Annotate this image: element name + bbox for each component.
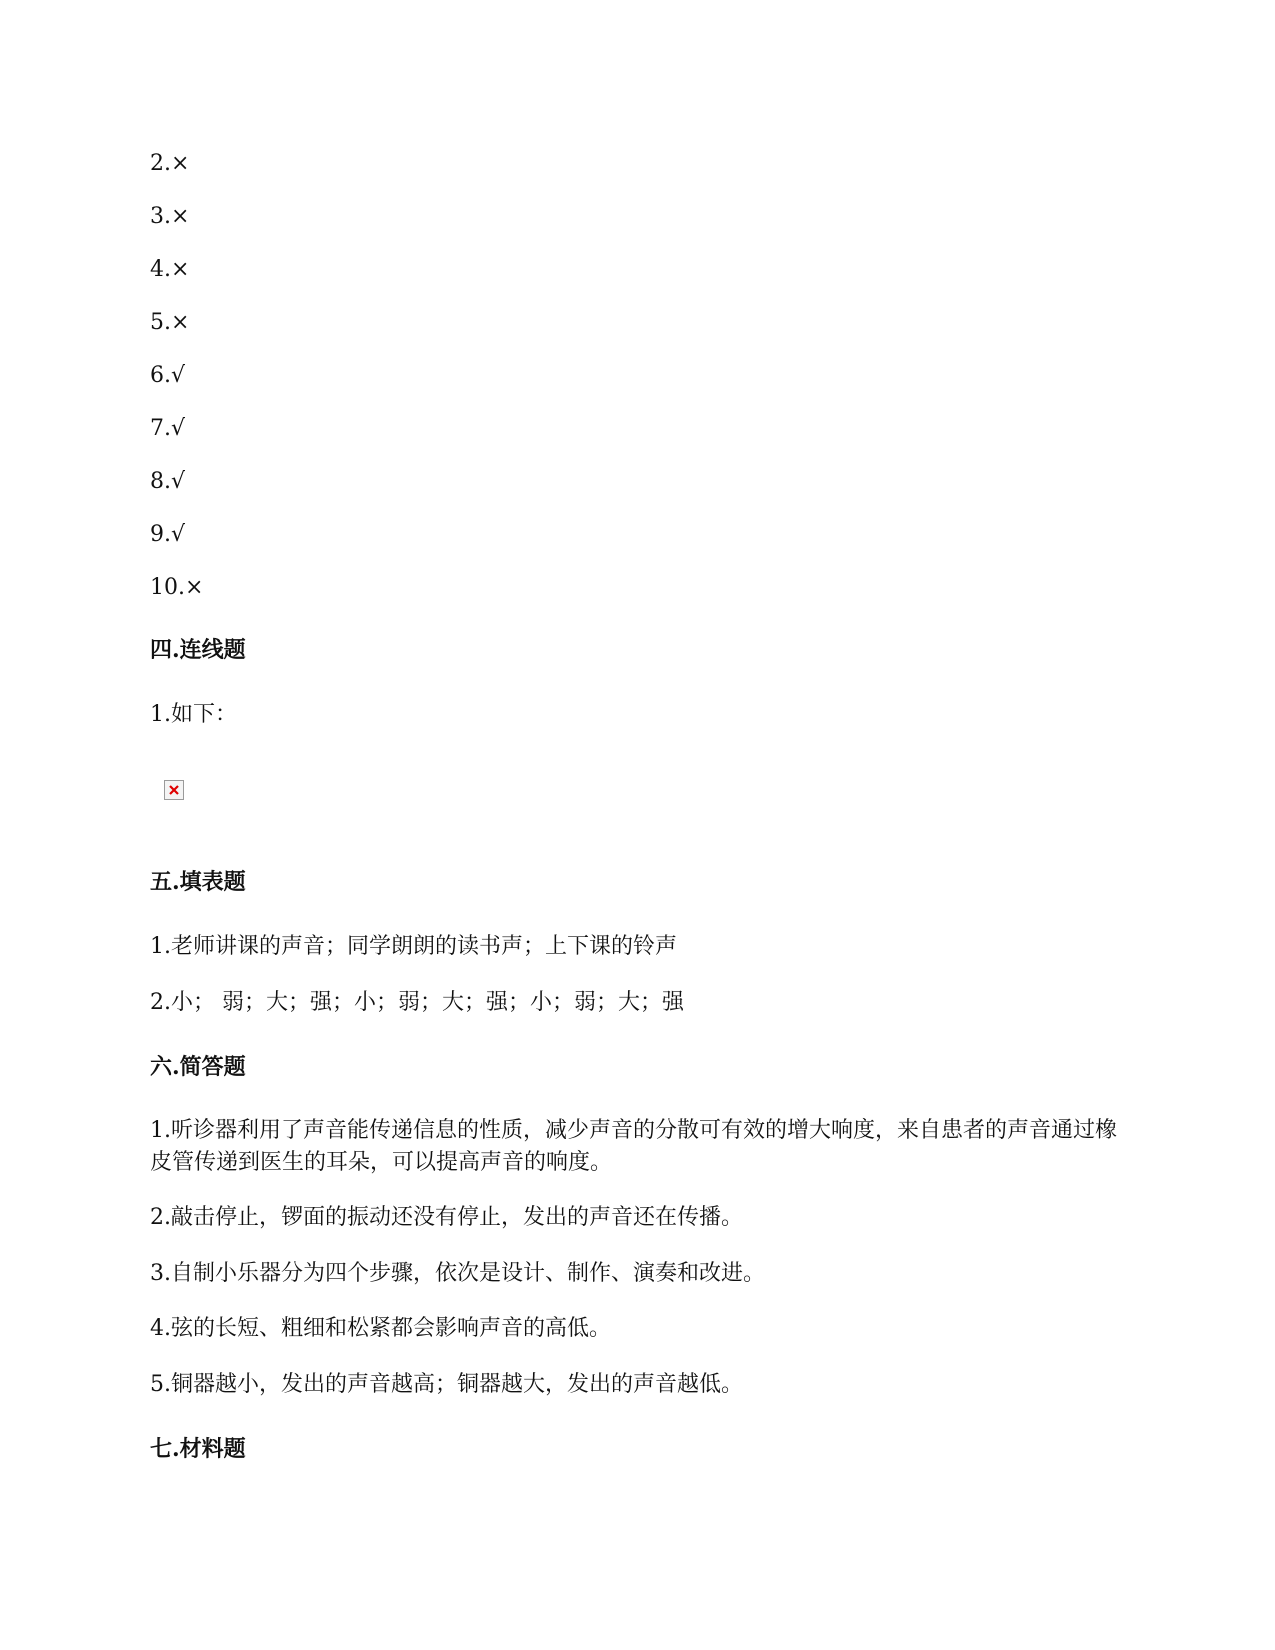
answer-item: 8.√ (150, 469, 186, 494)
answer-item: 6.√ (150, 363, 186, 388)
answer-item: 9.√ (150, 522, 186, 547)
section-heading: 四.连线题 (150, 637, 246, 663)
section-heading: 六.简答题 (150, 1054, 246, 1080)
answer-item: 1.如下： (150, 702, 237, 727)
answer-item: 3.自制小乐器分为四个步骤，依次是设计、制作、演奏和改进。 (150, 1261, 765, 1286)
answer-item: 1.老师讲课的声音；同学朗朗的读书声；上下课的铃声 (150, 934, 677, 959)
answer-item: 10.× (150, 575, 204, 600)
answer-item: 5.铜器越小，发出的声音越高；铜器越大，发出的声音越低。 (150, 1372, 743, 1397)
answer-item: 7.√ (150, 416, 186, 441)
answer-paragraph: 1.听诊器利用了声音能传递信息的性质，减少声音的分散可有效的增大响度，来自患者的声音通过橡皮管传递到医生的耳朵，可以提高声音的响度。 (150, 1118, 1117, 1175)
answer-item: 2.× (150, 151, 190, 176)
answer-item: 5.× (150, 310, 190, 335)
answer-item: 3.× (150, 204, 190, 229)
answer-item: 4.弦的长短、粗细和松紧都会影响声音的高低。 (150, 1316, 611, 1341)
section-heading: 七.材料题 (150, 1436, 246, 1462)
section-heading: 五.填表题 (150, 869, 246, 895)
broken-image-icon (164, 780, 184, 800)
answer-item: 4.× (150, 257, 190, 282)
answer-item: 2.敲击停止，锣面的振动还没有停止，发出的声音还在传播。 (150, 1205, 743, 1230)
answer-item: 2.小； 弱；大；强；小；弱；大；强；小；弱；大；强 (150, 990, 684, 1015)
